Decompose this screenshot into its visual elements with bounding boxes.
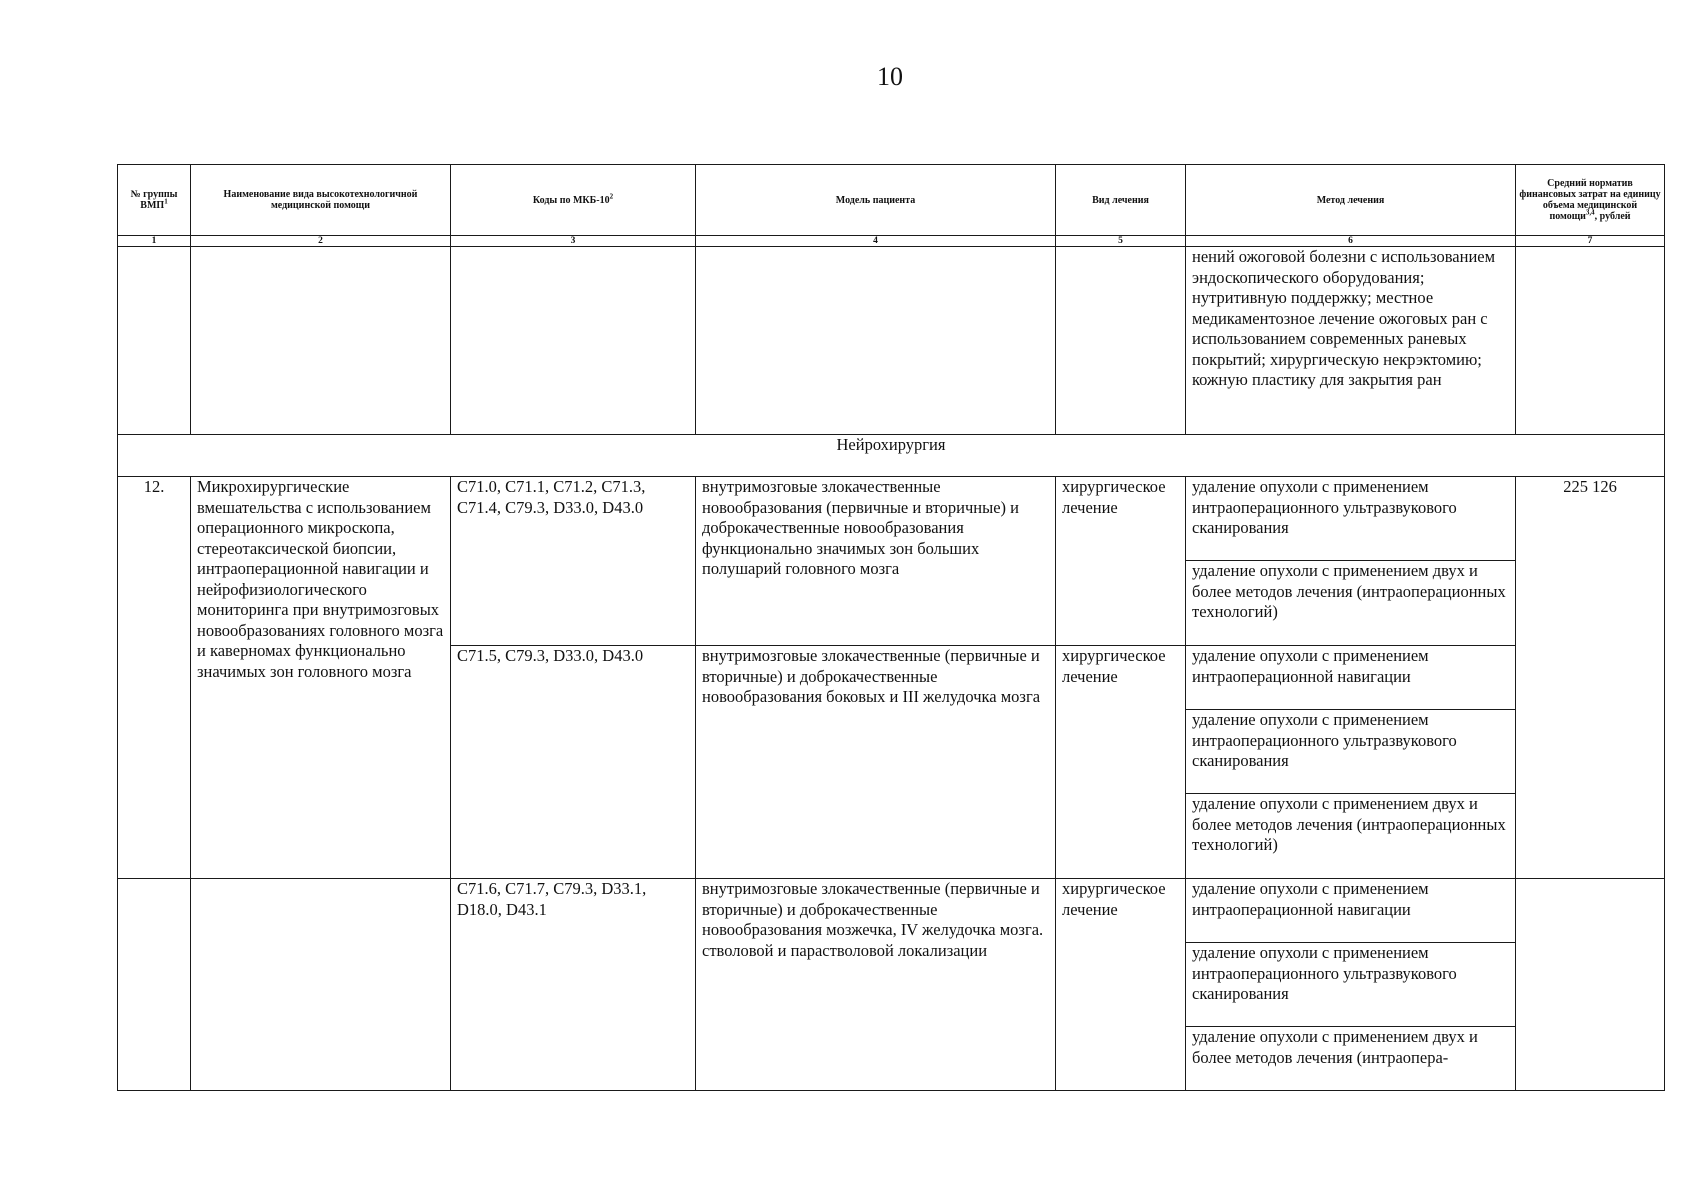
header-type: Наименование вида высокотехнологичной медицинской помощи: [191, 165, 451, 236]
icd-codes: C71.5, C79.3, D33.0, D43.0: [451, 646, 696, 879]
patient-model: внутримозговые злокачественные новообразования (первичные и вторичные) и доброкачественные новообразования функционально значимых зон больших полушарий головного мозга: [696, 477, 1056, 646]
method-cell: удаление опухоли с применением интраоперационного ультразвукового сканирования: [1186, 477, 1516, 561]
cell-empty: [1056, 247, 1186, 435]
cell-empty: [451, 247, 696, 435]
method-cell: удаление опухоли с применением интраоперационного ультразвукового сканирования: [1186, 943, 1516, 1027]
header-row: [118, 165, 1665, 236]
column-number: 4: [696, 236, 1056, 247]
cost-value: 225 126: [1516, 477, 1665, 879]
cell-empty: [118, 879, 191, 1091]
column-number: 7: [1516, 236, 1665, 247]
cell-empty: [118, 247, 191, 435]
method-cell: удаление опухоли с применением двух и более методов лечения (интраопера-: [1186, 1027, 1516, 1091]
continuation-row: [118, 247, 1665, 435]
column-number: 1: [118, 236, 191, 247]
header-treatment: Вид лечения: [1056, 165, 1186, 236]
treatment-type: хирургическое лечение: [1056, 879, 1186, 1091]
method-cell: удаление опухоли с применением интраоперационного ультразвукового сканирования: [1186, 710, 1516, 794]
header-cost: Средний норматив финансовых затрат на единицу объема медицинской помощи$^{3,4}$, рублей: [1516, 165, 1665, 236]
cell-empty: [191, 879, 451, 1091]
method-cell: удаление опухоли с применением интраоперационной навигации: [1186, 879, 1516, 943]
group-name: Микрохирургические вмешательства с использованием операционного микроскопа, стереотаксической биопсии, интраоперационной навигации и нейрофизиологического мониторинга при внутримозговых новообразованиях головного мозга и каверномах функционально значимых зон головного мозга: [191, 477, 451, 879]
icd-codes: C71.0, C71.1, C71.2, C71.3, C71.4, C79.3, D33.0, D43.0: [451, 477, 696, 646]
cell-empty: [696, 247, 1056, 435]
header-model: Модель пациента: [696, 165, 1056, 236]
cell-empty: [191, 247, 451, 435]
cell-empty: [1516, 879, 1665, 1091]
patient-model: внутримозговые злокачественные (первичные и вторичные) и доброкачественные новообразования мозжечка, IV желудочка мозга. стволовой и парастволовой локализации: [696, 879, 1056, 1091]
header-codes: Коды по МКБ-$10^2$: [451, 165, 696, 236]
page-number: 10: [877, 62, 903, 91]
column-number: 2: [191, 236, 451, 247]
section-title: Нейрохирургия: [118, 435, 1665, 477]
column-number: 3: [451, 236, 696, 247]
treatment-type: хирургическое лечение: [1056, 646, 1186, 879]
header-method: Метод лечения: [1186, 165, 1516, 236]
icd-codes: C71.6, C71.7, C79.3, D33.1, D18.0, D43.1: [451, 879, 696, 1091]
column-number: 5: [1056, 236, 1186, 247]
table-row: [118, 879, 1665, 943]
medical-care-table: [117, 164, 1665, 1091]
header-group: № группы ВМП$^1$: [118, 165, 191, 236]
method-cell: удаление опухоли с применением двух и более методов лечения (интраоперационных технологий): [1186, 794, 1516, 879]
section-row: [118, 435, 1665, 477]
patient-model: внутримозговые злокачественные (первичные и вторичные) и доброкачественные новообразования боковых и III желудочка мозга: [696, 646, 1056, 879]
method-cell: удаление опухоли с применением интраоперационной навигации: [1186, 646, 1516, 710]
method-cell: нений ожоговой болезни с использованием эндоскопического оборудования; нутритивную поддержку; местное медикаментозное лечение ожоговых ран с использованием современных раневых покрытий; хирургическую некрэктомию; кожную пластику для закрытия ран: [1186, 247, 1516, 435]
treatment-type: хирургическое лечение: [1056, 477, 1186, 646]
column-number-row: [118, 236, 1665, 247]
cell-empty: [1516, 247, 1665, 435]
table-row: [118, 477, 1665, 561]
group-number: 12.: [118, 477, 191, 879]
column-number: 6: [1186, 236, 1516, 247]
method-cell: удаление опухоли с применением двух и более методов лечения (интраоперационных технологий): [1186, 561, 1516, 646]
